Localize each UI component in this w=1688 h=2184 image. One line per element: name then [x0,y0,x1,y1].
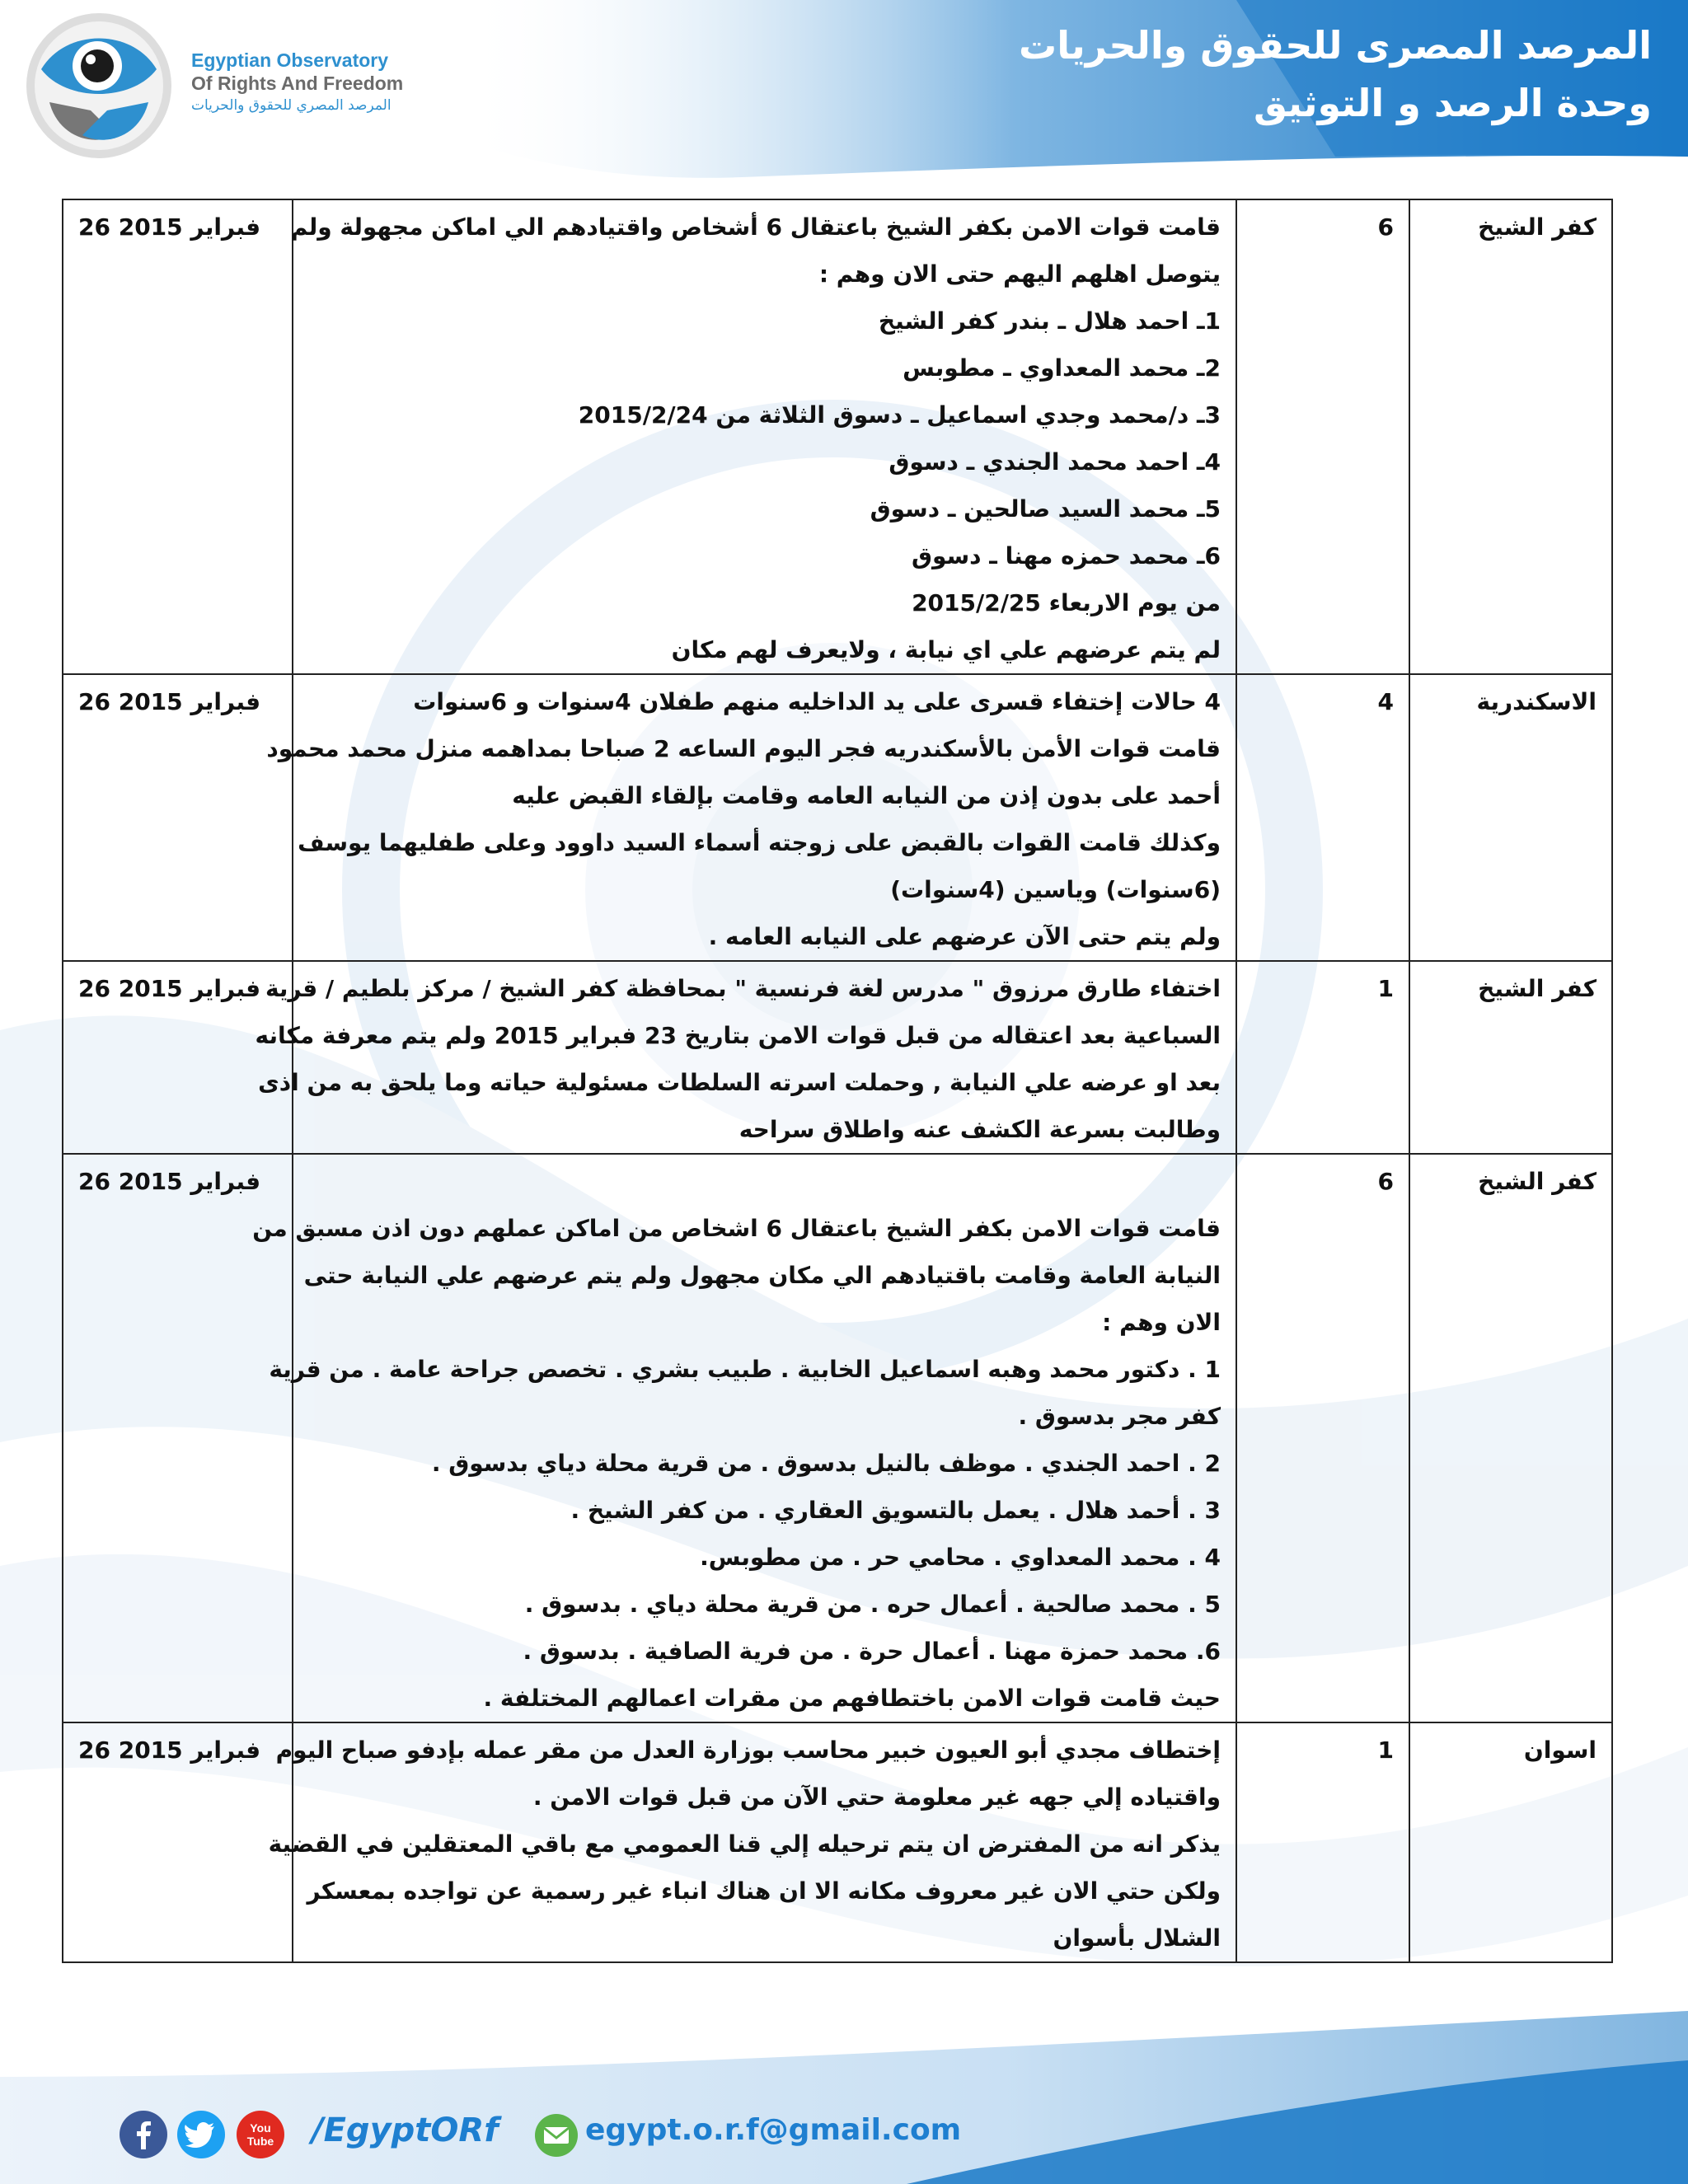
table-row [63,1722,1612,1962]
table-row [63,1154,1612,1722]
description-line: 5 . محمد صالحية . أعمال حره . من قرية محلة دياي . بدسوق . [524,1591,1221,1618]
email-icon [534,2113,579,2158]
description-line: يتوصل اهلهم اليهم حتى الان وهم : [818,260,1221,288]
description-line [308,1158,1221,1205]
description-line: لم يتم عرضهم علي اي نيابة ، ولايعرف لهم مكان [671,636,1221,663]
eye-logo-icon [25,12,173,160]
count-cell: 4 [1236,674,1409,961]
governorate-cell: الاسكندرية [1409,674,1612,961]
email-link[interactable]: egypt.o.r.f@gmail.com [585,2113,962,2147]
description-line: واقتياده إلي جهه غير معلومة حتي الآن من قبل قوات الامن . [532,1783,1221,1811]
logo-text-en-1: Egyptian Observatory [191,49,389,71]
description-line: ولم يتم حتى الآن عرضهم على النيابه العامه . [708,923,1221,950]
description-line: قامت قوات الامن بكفر الشيخ باعتقال 6 أشخاص واقتيادهم الي اماكن مجهولة ولم [290,213,1221,241]
table-row [63,674,1612,961]
description-line: يذكر انه من المفترض ان يتم ترحيله إلي قنا العمومي مع باقي المعتقلين في القضية [268,1830,1221,1858]
org-title: المرصد المصرى للحقوق والحريات [1019,23,1652,68]
count-cell: 6 [1236,1154,1409,1722]
description-line: 6ـ محمد حمزه مهنا ـ دسوق [912,542,1221,569]
description-line: وكذلك قامت القوات بالقبض على زوجته أسماء السيد داوود وعلى طفليهما يوسف [298,829,1221,856]
description-line: إختطاف مجدي أبو العيون خبير محاسب بوزارة العدل من مقر عمله بإدفو صباح اليوم [275,1736,1221,1764]
description-line: أحمد على بدون إذن من النيابه العامه وقامت بإلقاء القبض عليه [512,782,1221,809]
governorate-cell: كفر الشيخ [1409,199,1612,674]
description-line: كفر مجر بدسوق . [1018,1403,1221,1430]
description-line: 4ـ احمد محمد الجندي ـ دسوق [889,448,1221,476]
count-cell: 1 [1236,1722,1409,1962]
description-line: 1 . دكتور محمد وهبه اسماعيل الخابية . طبيب بشري . تخصص جراحة عامة . من قرية [269,1356,1221,1383]
incidents-table [62,199,1613,1963]
logo [25,12,420,160]
header [1019,16,1652,132]
governorate-cell: اسوان [1409,1722,1612,1962]
description-line: 4 حالات إختفاء قسرى على يد الداخليه منهم طفلان 4سنوات و 6سنوات [413,688,1221,715]
description-cell [290,199,1236,674]
description-line: 5ـ محمد السيد صالحين ـ دسوق [870,495,1221,523]
description-line: اختفاء طارق مرزوق " مدرس لغة فرنسية " بمحافظة كفر الشيخ / مركز بلطيم / قرية [265,975,1221,1002]
description-cell [255,961,1236,1154]
date-cell: 26 فبراير 2015 [63,199,293,674]
description-line: 1ـ احمد هلال ـ بندر كفر الشيخ [878,307,1221,335]
count-cell: 1 [1236,961,1409,1154]
description-line: قامت قوات الأمن بالأسكندريه فجر اليوم الساعه 2 صباحا بمداهمه منزل محمد محمود [266,735,1221,762]
description-line: السباعية بعد اعتقاله من قبل قوات الامن بتاريخ 23 فبراير 2015 ولم يتم معرفة مكانه [255,1022,1221,1049]
date-cell: 26 فبراير 2015 [63,1722,293,1962]
youtube-label-2: Tube [246,2135,274,2148]
table-row [63,961,1612,1154]
description-line: بعد او عرضه علي النيابة , وحملت اسرته السلطات مسئولية حياته وما يلحق به من اذى [258,1069,1221,1096]
description-line: النيابة العامة وقامت باقتيادهم الي مكان مجهول ولم يتم عرضهم علي النيابة حتى [303,1262,1221,1289]
description-line: 2 . احمد الجندي . موظف بالنيل بدسوق . من قرية محلة دياي بدسوق . [431,1450,1221,1477]
table-row [63,199,1612,674]
facebook-icon[interactable] [119,2110,168,2159]
youtube-label-1: You [250,2121,271,2135]
description-line: (6سنوات) وياسين (4سنوات) [890,876,1221,903]
description-line: الشلال بأسوان [1053,1924,1221,1952]
logo-text-ar: المرصد المصري للحقوق والحريات [191,97,392,114]
description-line: 2ـ محمد المعداوي ـ مطوبس [903,354,1221,382]
governorate-cell: كفر الشيخ [1409,1154,1612,1722]
description-line: الان وهم : [1102,1309,1221,1336]
description-line: 6. محمد حمزة مهنا . أعمال حرة . من فرية الصافية . بدسوق . [523,1638,1221,1665]
date-cell: 26 فبراير 2015 [63,1154,293,1722]
date-cell: 26 فبراير 2015 [63,961,293,1154]
description-line: وطالبت بسرعة الكشف عنه واطلاق سراحه [738,1116,1221,1143]
description-line: 4 . محمد المعداوي . محامي حر . من مطوبس. [700,1544,1221,1571]
youtube-icon[interactable] [236,2110,285,2159]
description-cell [252,1154,1236,1722]
unit-title: وحدة الرصد و التوثيق [1254,81,1652,125]
description-cell [268,1722,1236,1962]
description-line: ولكن حتي الان غير معروف مكانه الا ان هناك انباء غير رسمية عن تواجده بمعسكر [307,1877,1221,1905]
description-line: حيث قامت قوات الامن باختطافهم من مقرات اعمالهم المختلفة . [483,1685,1221,1712]
social-handle-link[interactable]: /EgyptORf [312,2111,499,2149]
footer [0,2103,1688,2168]
description-line: قامت قوات الامن بكفر الشيخ باعتقال 6 اشخاص من اماكن عملهم دون اذن مسبق من [252,1215,1221,1242]
governorate-cell: كفر الشيخ [1409,961,1612,1154]
description-line: 3ـ د/محمد وجدي اسماعيل ـ دسوق الثلاثة من 2015/2/24 [578,401,1221,429]
description-line: من يوم الاربعاء 2015/2/25 [912,589,1221,616]
date-cell: 26 فبراير 2015 [63,674,293,961]
count-cell: 6 [1236,199,1409,674]
logo-text-en-2: Of Rights And Freedom [191,73,404,94]
description-line: 3 . أحمد هلال . يعمل بالتسويق العقاري . من كفر الشيخ . [570,1497,1221,1524]
twitter-icon[interactable] [176,2110,226,2159]
description-cell [266,674,1236,961]
